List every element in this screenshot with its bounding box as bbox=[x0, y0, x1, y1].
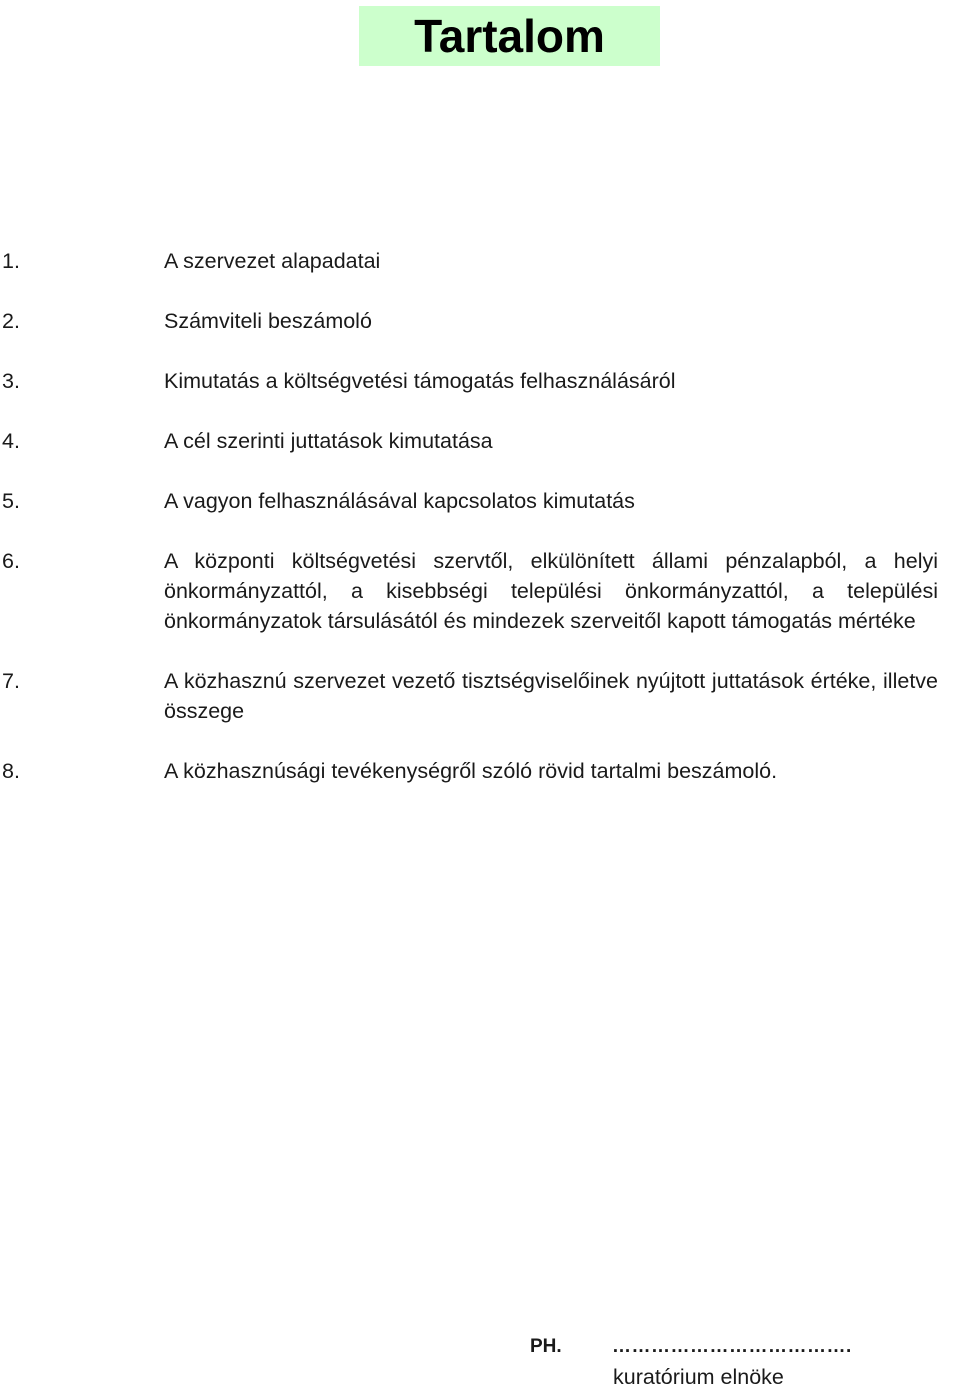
toc-item-number: 7. bbox=[2, 669, 20, 693]
toc-item-1 bbox=[0, 246, 960, 276]
table-of-contents bbox=[0, 246, 960, 786]
toc-item-text: A központi költségvetési szervtől, elkülönített állami pénzalapból, a helyi önkormányzattól, a kisebbségi települési önkormányzattól, a települési önkormányzatok társulásától és mindezek szerveitől kapott támogatás mértéke bbox=[164, 549, 938, 633]
signature-line: ………………………………. bbox=[612, 1336, 852, 1357]
title-box bbox=[359, 6, 660, 66]
toc-item-6 bbox=[0, 546, 960, 636]
page-title: Tartalom bbox=[414, 10, 605, 62]
toc-item-number: 8. bbox=[2, 759, 20, 783]
toc-item-3 bbox=[0, 366, 960, 396]
toc-item-text: A szervezet alapadatai bbox=[164, 249, 381, 273]
toc-item-text: Számviteli beszámoló bbox=[164, 309, 372, 333]
toc-item-4 bbox=[0, 426, 960, 456]
toc-item-number: 3. bbox=[2, 369, 20, 393]
toc-item-2 bbox=[0, 306, 960, 336]
toc-item-8 bbox=[0, 756, 960, 786]
toc-item-number: 5. bbox=[2, 489, 20, 513]
signer-title: kuratórium elnöke bbox=[613, 1365, 784, 1389]
toc-item-number: 4. bbox=[2, 429, 20, 453]
toc-item-text: A közhasznúsági tevékenységről szóló rövid tartalmi beszámoló. bbox=[164, 759, 778, 783]
toc-item-number: 1. bbox=[2, 249, 20, 273]
toc-item-5 bbox=[0, 486, 960, 516]
toc-item-text: A vagyon felhasználásával kapcsolatos kimutatás bbox=[164, 489, 635, 513]
toc-item-text: Kimutatás a költségvetési támogatás felhasználásáról bbox=[164, 369, 676, 393]
toc-item-text: A közhasznú szervezet vezető tisztségviselőinek nyújtott juttatások értéke, illetve összege bbox=[164, 669, 938, 723]
toc-item-text: A cél szerinti juttatások kimutatása bbox=[164, 429, 493, 453]
toc-item-number: 2. bbox=[2, 309, 20, 333]
stamp-label: PH. bbox=[530, 1336, 562, 1357]
toc-item-number: 6. bbox=[2, 549, 20, 573]
toc-item-7 bbox=[0, 666, 960, 726]
